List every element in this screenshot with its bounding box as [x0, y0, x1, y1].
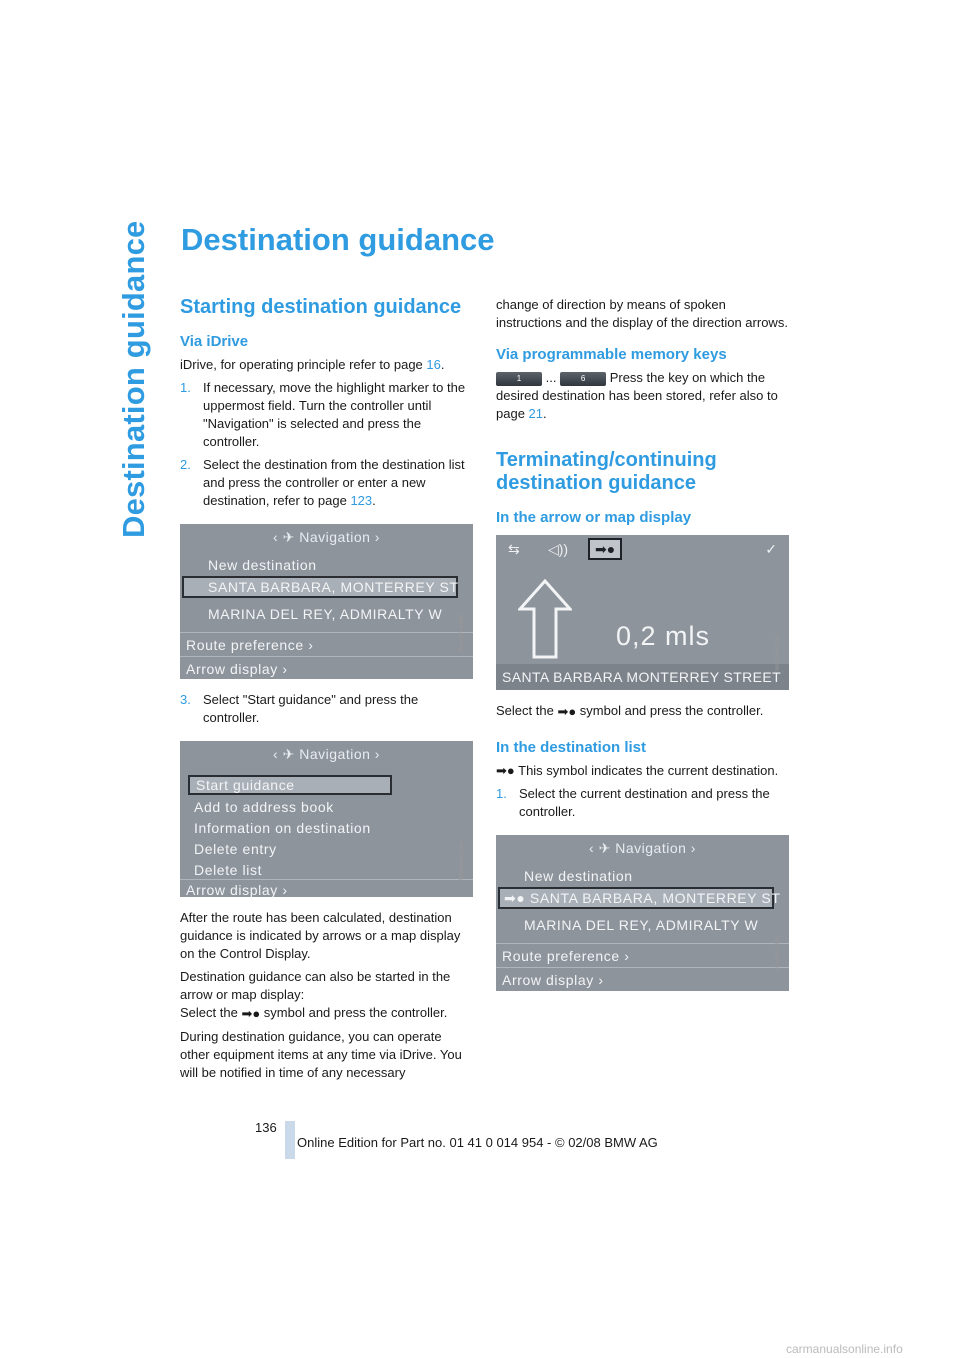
screenshot-current-destination — [496, 835, 789, 991]
paragraph: Select the ➡● symbol and press the controller. — [496, 703, 764, 719]
subheading-arrow-map: In the arrow or map display — [496, 509, 692, 526]
speaker-icon: ◁)) — [548, 541, 569, 557]
menu-item: MARINA DEL REY, ADMIRALTY W — [524, 917, 759, 934]
step-1: 1. Select the current destination and press the controller. — [496, 786, 770, 820]
screen-header: ‹ ✈ Navigation › — [273, 746, 380, 762]
menu-item: MARINA DEL REY, ADMIRALTY W — [208, 606, 443, 622]
subheading-via-idrive: Via iDrive — [180, 333, 249, 350]
page-ref-link[interactable]: 21 — [528, 406, 544, 421]
footer-text: Online Edition for Part no. 01 41 0 014 954 - © 02/08 BMW AG — [297, 1135, 658, 1150]
menu-item: New destination — [208, 557, 317, 573]
image-code: MA10840CMA — [459, 614, 465, 654]
distance-readout: 0,2 mls — [616, 621, 711, 651]
right-column — [496, 296, 792, 991]
subheading-memory-keys: Via programmable memory keys — [496, 346, 727, 363]
street-bar: SANTA BARBARA MONTERREY STREET — [496, 664, 789, 690]
destination-flag-icon: ➡● — [241, 1005, 261, 1021]
section-heading-starting: Starting destination guidance — [180, 296, 462, 318]
menu-item: Delete list — [194, 862, 263, 878]
destination-flag-icon: ➡● — [557, 703, 577, 719]
destination-flag-icon: ➡● — [496, 763, 515, 779]
navigation-icon: ✈ — [282, 746, 295, 762]
memory-key-6-icon: 6 — [560, 372, 606, 386]
toolbar — [496, 535, 789, 563]
direction-arrow-icon — [518, 579, 572, 659]
paragraph: Destination guidance can also be started in the arrow or map display: Select the ➡● symbol and press the controller. — [180, 969, 451, 1021]
menu-item: New destination — [524, 868, 633, 885]
paragraph: ➡● This symbol indicates the current destination. — [496, 762, 779, 779]
image-code: MA0843ECMA — [459, 841, 465, 881]
footer-bar — [285, 1121, 295, 1159]
menu-item-selected: Start guidance — [188, 775, 392, 795]
navigation-icon: ✈ — [598, 840, 611, 857]
menu-item: Add to address book — [194, 799, 334, 815]
intro-paragraph: iDrive, for operating principle refer to page 16. — [180, 357, 445, 372]
screenshot-arrow-display — [496, 535, 789, 690]
step-3: 3. Select "Start guidance" and press the controller. — [180, 692, 419, 725]
menu-item-selected: SANTA BARBARA, MONTERREY ST — [182, 576, 458, 598]
screen-header: ‹ ✈ Navigation › — [273, 529, 380, 545]
side-tab: Destination guidance — [116, 220, 151, 538]
image-code: MA2853CMA — [775, 635, 781, 671]
menu-item: Information on destination — [194, 820, 371, 836]
paragraph: change of direction by means of spoken instructions and the display of the direction arrows. — [496, 297, 788, 330]
paragraph: After the route has been calculated, destination guidance is indicated by arrows or a map display on the Control Display. — [180, 910, 461, 961]
menu-item: Arrow display › — [186, 661, 288, 677]
screenshot-start-guidance — [180, 741, 473, 897]
menu-item: Delete entry — [194, 841, 277, 857]
screen-header: ‹ ✈ Navigation › — [589, 840, 696, 857]
page-title: Destination guidance — [181, 222, 495, 257]
screenshot-destination-list — [180, 524, 473, 679]
page-ref-link[interactable]: 16 — [426, 357, 441, 372]
section-heading-terminating: Terminating/continuing destination guidance — [496, 449, 717, 494]
subheading-destination-list: In the destination list — [496, 738, 647, 756]
page-ref-link[interactable]: 123 — [350, 493, 373, 508]
memory-key-1-icon: 1 — [496, 372, 542, 386]
left-column — [180, 296, 472, 1087]
back-icon: ⇆ — [508, 541, 520, 557]
image-code: MA2854CMA — [775, 935, 781, 971]
destination-flag-icon: ➡● — [504, 890, 526, 907]
step-2: 2. Select the destination from the destination list and press the controller or enter a new destination, refer to page 123. — [180, 457, 465, 508]
destination-flag-icon: ➡● — [588, 538, 622, 560]
menu-item: Arrow display › — [502, 972, 604, 989]
menu-item: Arrow display › — [186, 882, 288, 897]
menu-item: Route preference › — [502, 948, 630, 965]
menu-item: Route preference › — [186, 637, 314, 653]
paragraph: During destination guidance, you can operate other equipment items at any time via iDrive. You will be notified in time of any necessary — [180, 1028, 462, 1080]
menu-item-selected: ➡● SANTA BARBARA, MONTERREY ST — [498, 887, 774, 909]
watermark: carmanualsonline.info — [786, 1342, 903, 1356]
step-1: 1. If necessary, move the highlight marker to the uppermost field. Turn the controller until "Navigation" is selected and press the controller. — [180, 380, 466, 449]
settings-icon: ✓ — [765, 541, 777, 557]
memory-paragraph: 1 ... 6 Press the key on which the desired destination has been stored, refer also to page 21. — [496, 370, 778, 421]
page-number: 136 — [255, 1120, 277, 1135]
navigation-icon: ✈ — [282, 529, 295, 545]
